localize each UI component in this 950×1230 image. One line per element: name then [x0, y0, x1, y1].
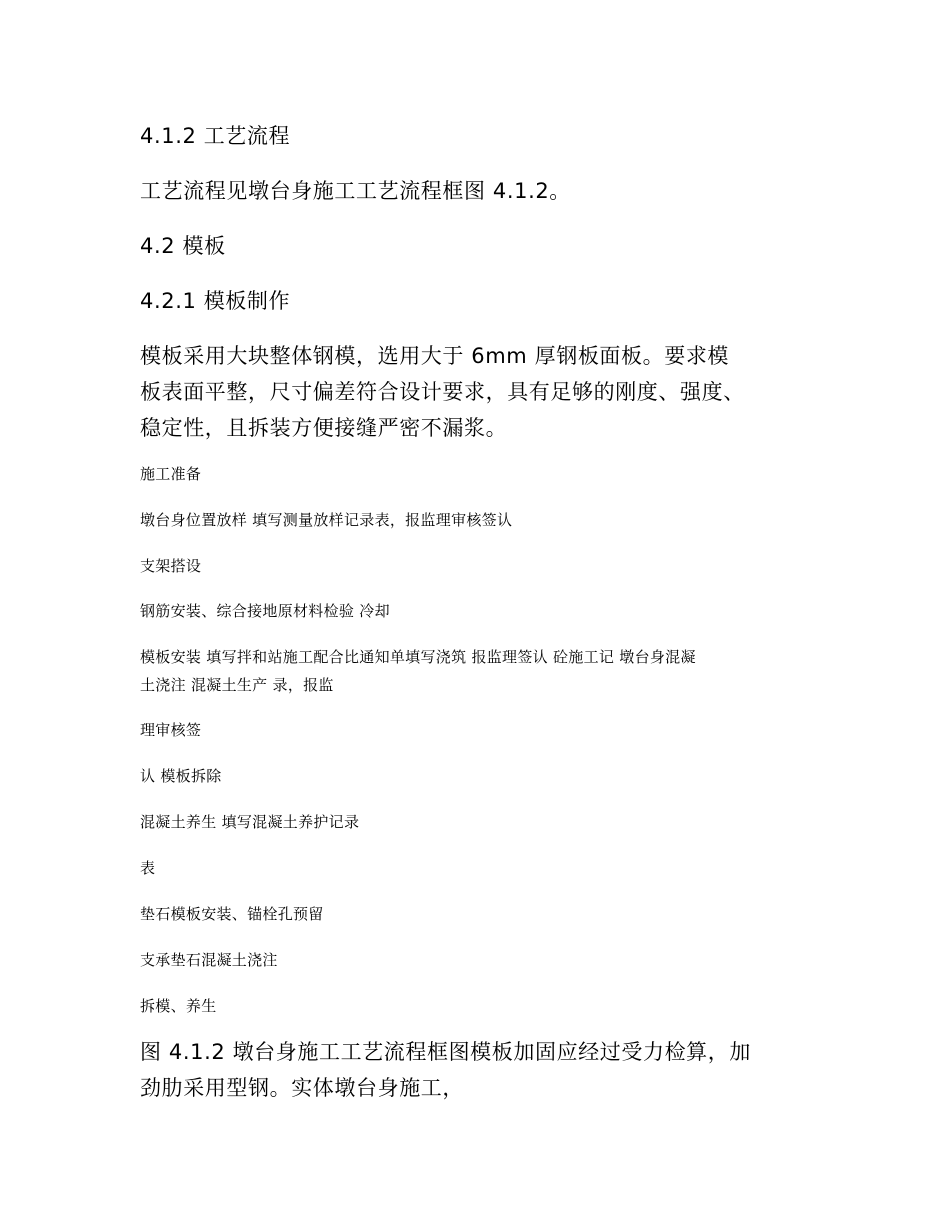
- flow-step: 模板安装 填写拌和站施工配合比通知单填写浇筑 报监理签认 砼施工记 墩台身混凝: [140, 648, 696, 666]
- flow-step: 支架搭设: [140, 557, 202, 575]
- flow-step: 认 模板拆除: [140, 767, 222, 785]
- flow-step: 土浇注 混凝土生产 录，报监: [140, 676, 334, 694]
- section-heading-4-1-2: 4.1.2 工艺流程: [140, 124, 291, 148]
- template-paragraph-line: 稳定性，且拆装方便接缝严密不漏浆。: [140, 416, 508, 440]
- flow-step: 钢筋安装、综合接地原材料检验 冷却: [140, 602, 390, 620]
- template-paragraph-line: 模板采用大块整体钢模，选用大于 6mm 厚钢板面板。要求模: [140, 344, 730, 368]
- flow-step: 理审核签: [140, 721, 202, 739]
- flow-step: 墩台身位置放样 填写测量放样记录表，报监理审核签认: [140, 511, 513, 529]
- flow-step: 混凝土养生 填写混凝土养护记录: [140, 813, 360, 831]
- flow-step: 拆模、养生: [140, 997, 217, 1015]
- section-heading-4-2: 4.2 模板: [140, 234, 226, 258]
- flow-step: 表: [140, 859, 156, 877]
- flow-step: 施工准备: [140, 465, 202, 483]
- figure-caption-line: 劲肋采用型钢。实体墩台身施工，: [140, 1076, 464, 1100]
- flow-step: 支承垫石混凝土浇注: [140, 951, 278, 969]
- figure-caption-line: 图 4.1.2 墩台身施工工艺流程框图模板加固应经过受力检算，加: [140, 1040, 751, 1064]
- section-heading-4-2-1: 4.2.1 模板制作: [140, 289, 291, 313]
- flow-reference-paragraph: 工艺流程见墩台身施工工艺流程框图 4.1.2。: [140, 179, 571, 203]
- template-paragraph-line: 板表面平整，尺寸偏差符合设计要求，具有足够的刚度、强度、: [140, 380, 745, 404]
- flow-step: 垫石模板安装、锚栓孔预留: [140, 905, 324, 923]
